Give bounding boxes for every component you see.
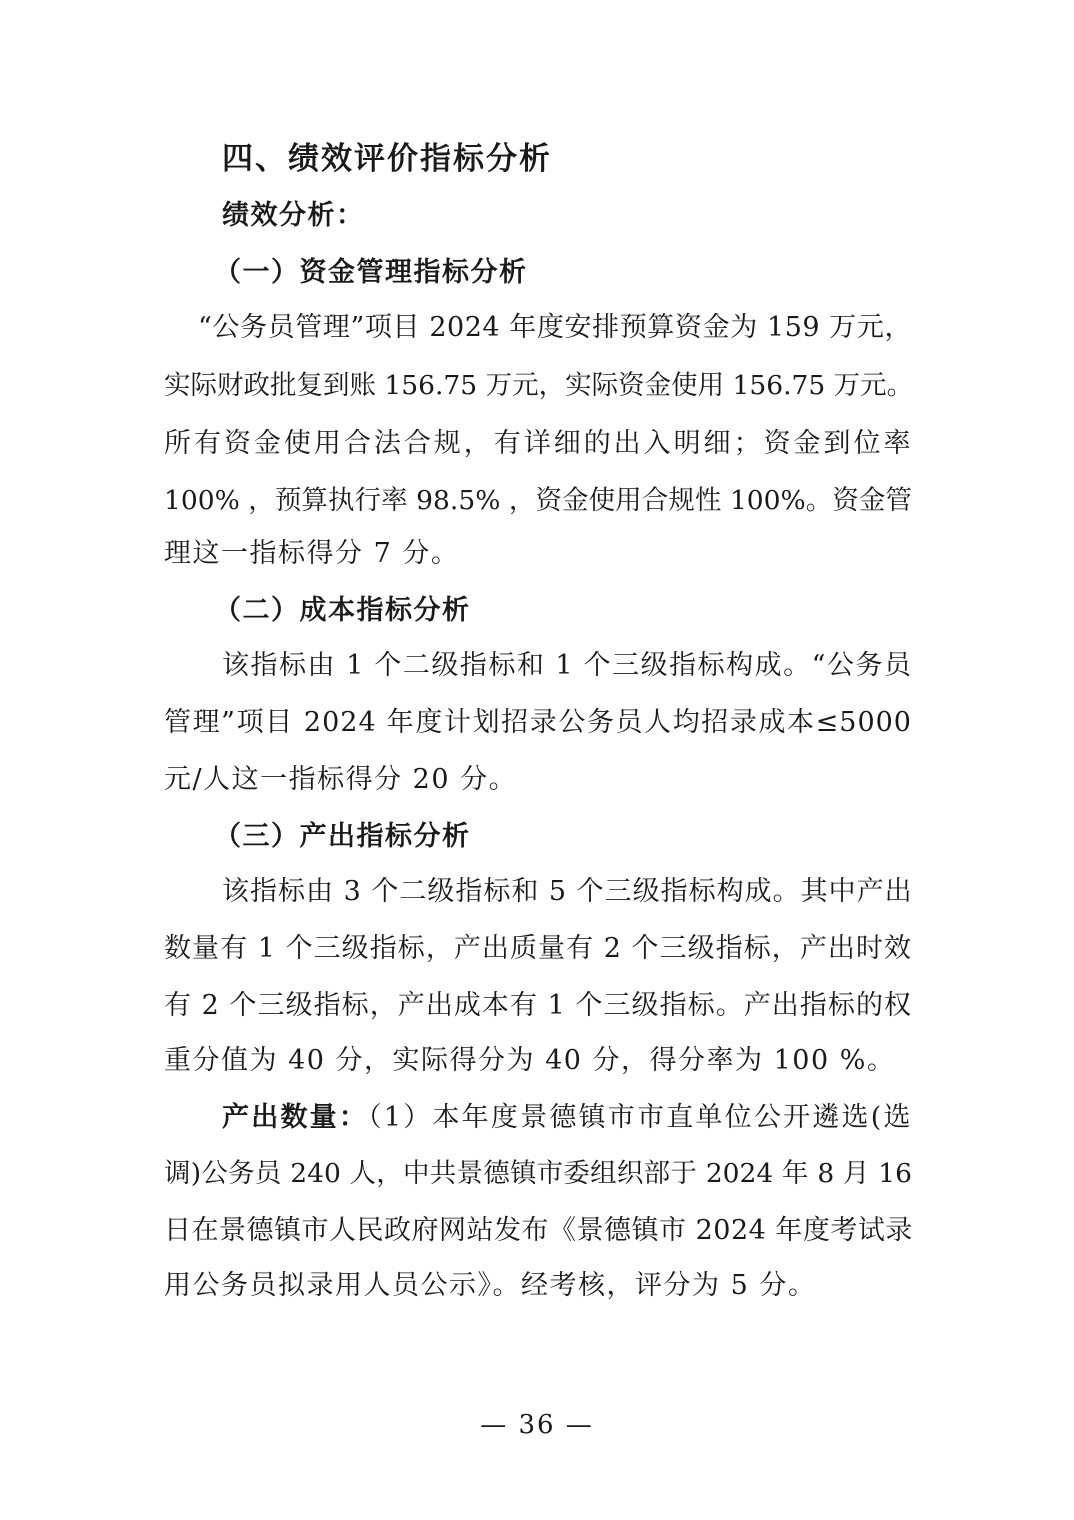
paragraph-line bbox=[222, 1098, 912, 1138]
performance-analysis-label: 绩效分析： bbox=[222, 200, 365, 231]
paragraph-line: 理这一指标得分 7 分。 bbox=[164, 538, 460, 569]
paragraph-line: 元/人这一指标得分 20 分。 bbox=[164, 764, 518, 795]
paragraph-text: （1）本年度景德镇市市直单位公开遴选(选 bbox=[368, 1102, 913, 1133]
page-number: — 36 — bbox=[480, 1410, 594, 1440]
output-quantity-label: 产出数量： bbox=[222, 1102, 369, 1133]
section-title-output: （三）产出指标分析 bbox=[214, 821, 471, 852]
paragraph-line: 日在景德镇市人民政府网站发布《景德镇市 2024 年度考试录 bbox=[164, 1215, 913, 1246]
section-heading: 四、绩效评价指标分析 bbox=[222, 141, 552, 177]
paragraph-line: 管理”项目 2024 年度计划招录公务员人均招录成本≤5000 bbox=[164, 707, 912, 738]
paragraph-line: 所有资金使用合法合规，有详细的出入明细；资金到位率 bbox=[164, 428, 912, 459]
paragraph-line: 该指标由 3 个二级指标和 5 个三级指标构成。其中产出 bbox=[222, 876, 913, 907]
paragraph-line: 100% ，预算执行率 98.5% ，资金使用合规性 100%。资金管 bbox=[164, 485, 912, 516]
section-title-cost: （二）成本指标分析 bbox=[214, 595, 471, 626]
paragraph-line: “公务员管理”项目 2024 年度安排预算资金为 159 万元， bbox=[198, 312, 912, 343]
paragraph-line: 重分值为 40 分，实际得分为 40 分，得分率为 100 %。 bbox=[164, 1045, 896, 1076]
paragraph-line: 用公务员拟录用人员公示》。经考核，评分为 5 分。 bbox=[164, 1270, 817, 1301]
paragraph-line: 该指标由 1 个二级指标和 1 个三级指标构成。“公务员 bbox=[222, 650, 912, 681]
paragraph-line: 有 2 个三级指标，产出成本有 1 个三级指标。产出指标的权 bbox=[164, 990, 912, 1021]
paragraph-line: 实际财政批复到账 156.75 万元，实际资金使用 156.75 万元。 bbox=[164, 370, 914, 401]
section-title-fund-management: （一）资金管理指标分析 bbox=[214, 257, 528, 288]
paragraph-line: 数量有 1 个三级指标，产出质量有 2 个三级指标，产出时效 bbox=[164, 933, 912, 964]
paragraph-line: 调)公务员 240 人，中共景德镇市委组织部于 2024 年 8 月 16 bbox=[164, 1158, 912, 1189]
